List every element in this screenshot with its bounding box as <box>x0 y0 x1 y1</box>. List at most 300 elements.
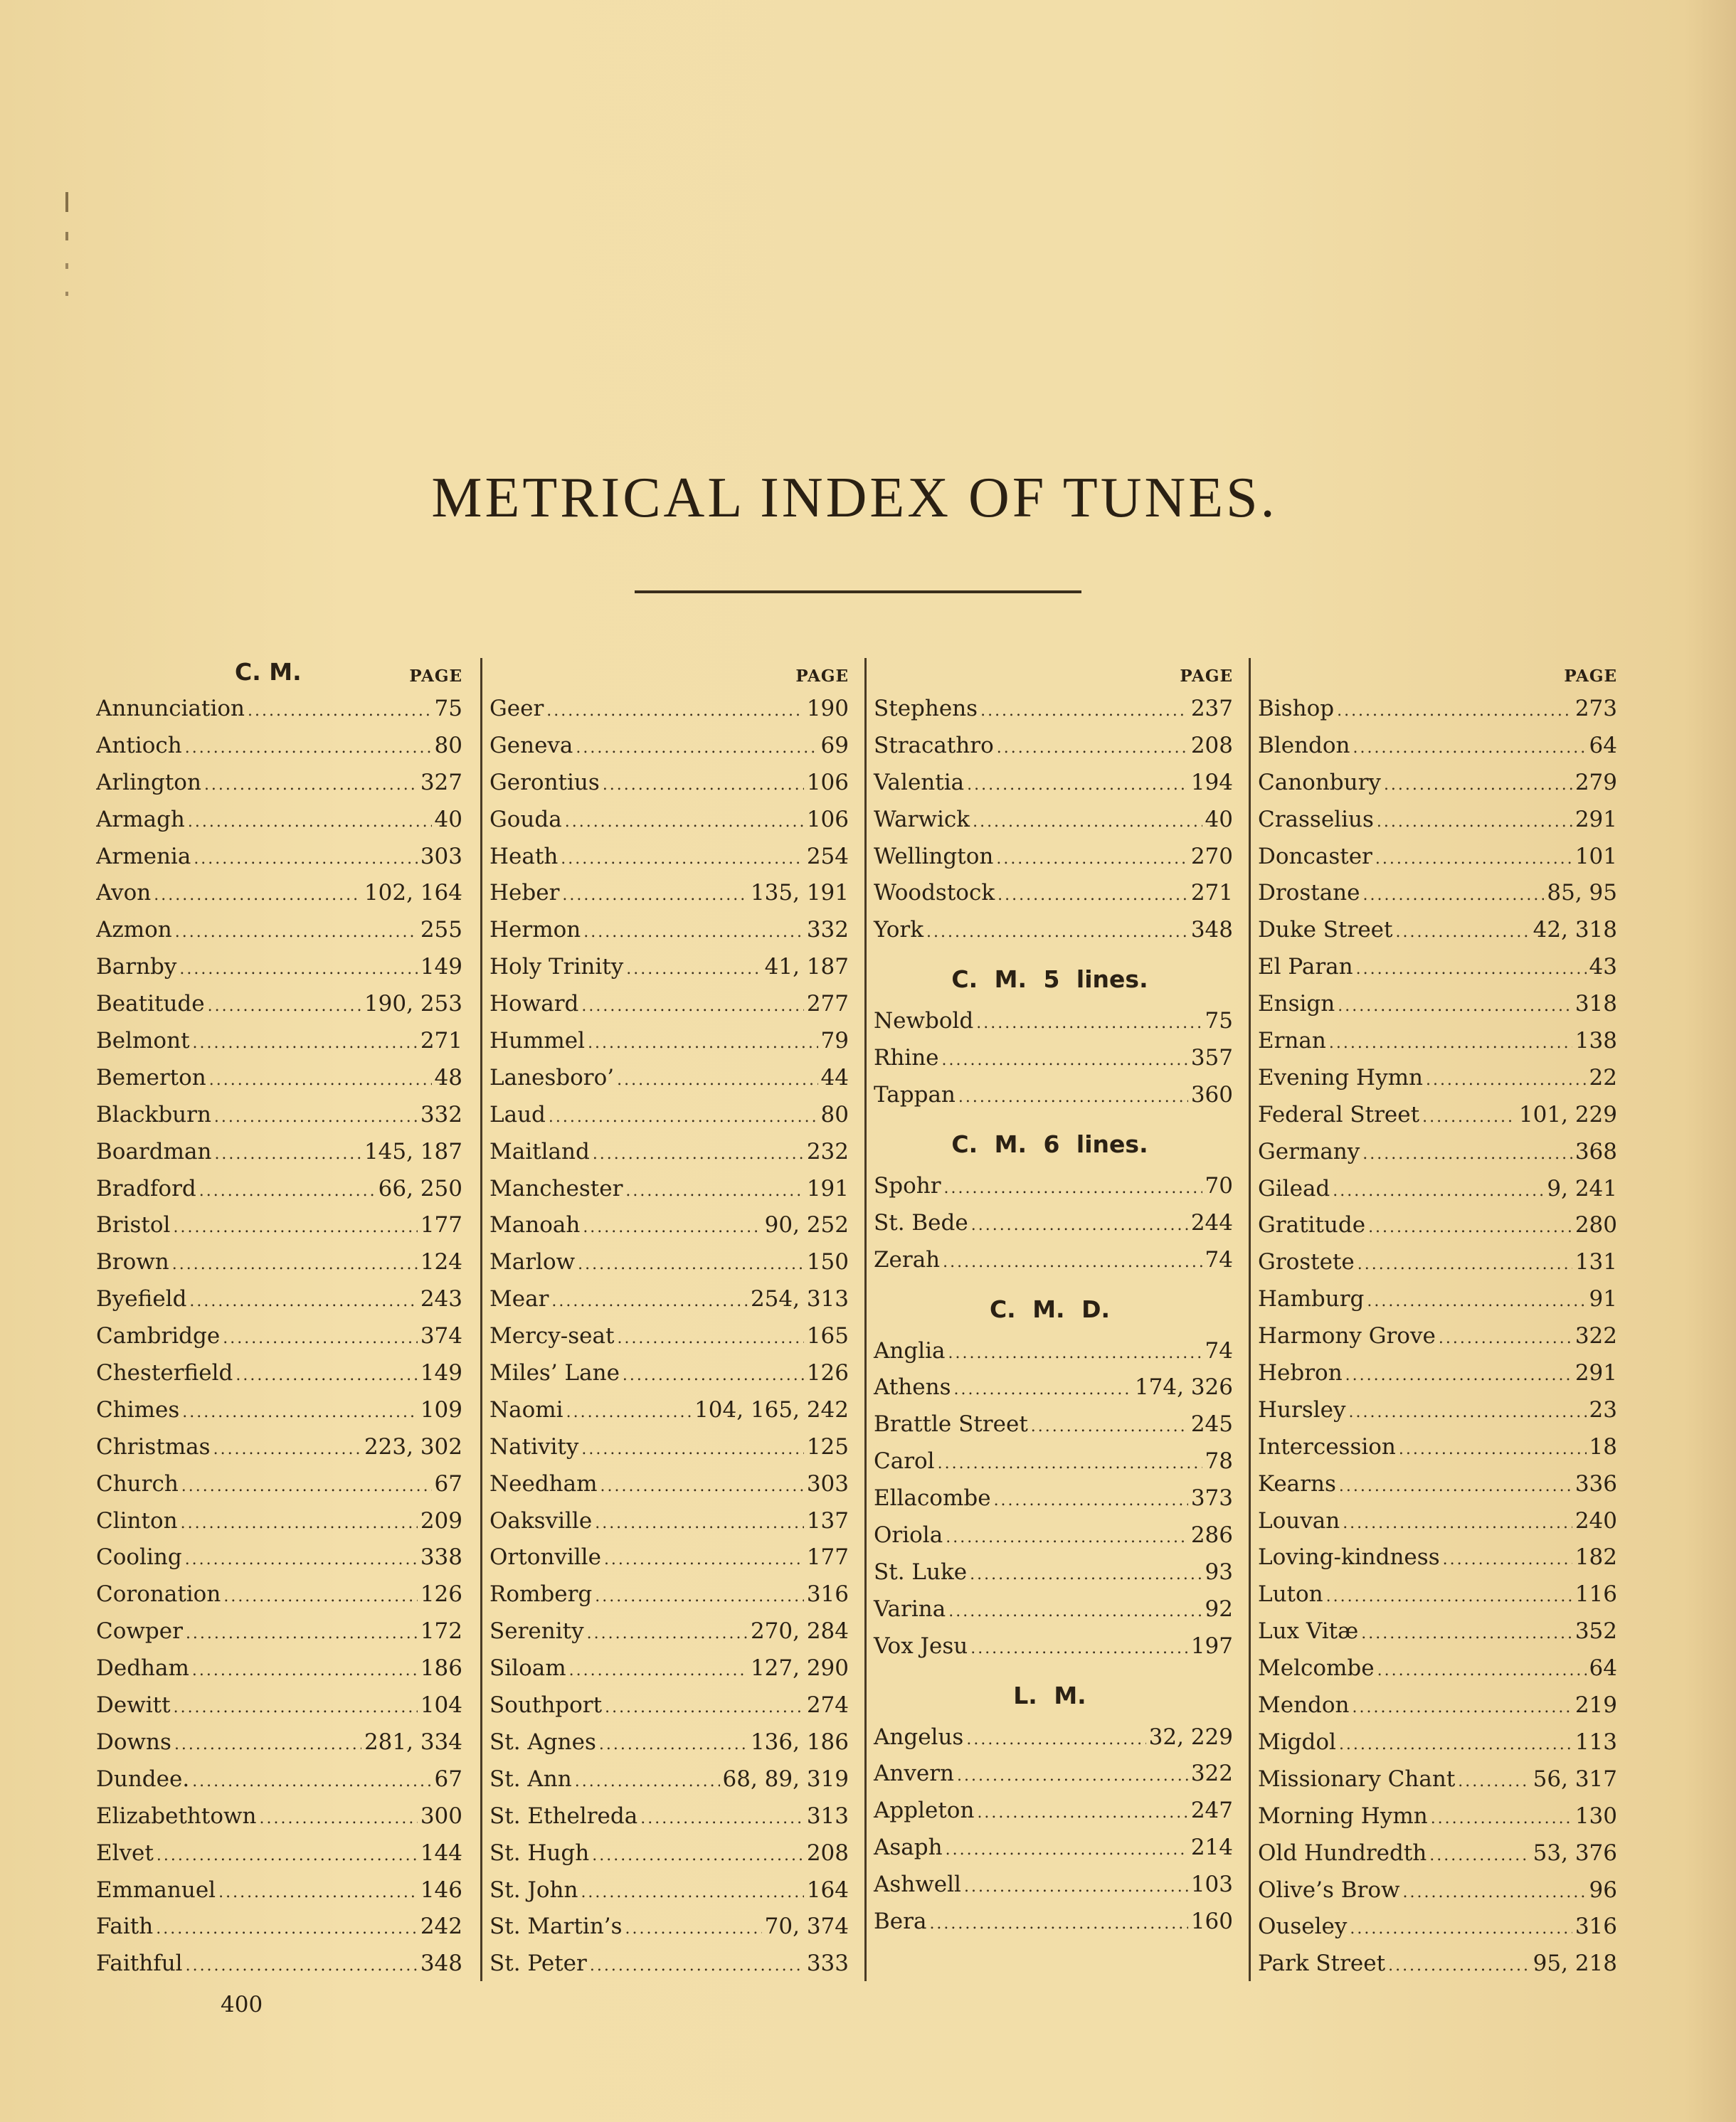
index-entry <box>96 691 462 728</box>
tune-name: Anvern <box>874 1761 954 1787</box>
tune-name: Howard <box>489 991 579 1017</box>
tune-name: Bishop <box>1258 696 1335 721</box>
page-numbers: 106 <box>806 806 849 832</box>
tune-name: Bemerton <box>96 1064 206 1091</box>
page-numbers: 270 <box>1190 843 1233 869</box>
index-entry <box>96 728 462 765</box>
page-numbers: 177 <box>420 1212 462 1238</box>
dot-leader <box>208 988 361 1023</box>
index-entry <box>96 1798 462 1835</box>
index-entry <box>482 1060 849 1097</box>
index-entry <box>96 802 462 839</box>
dot-leader <box>640 1800 804 1835</box>
tune-name: Asaph <box>874 1835 943 1861</box>
dot-leader <box>565 804 804 839</box>
index-entry <box>96 1724 462 1761</box>
tune-name: St. Luke <box>874 1559 968 1585</box>
page-numbers: 281, 334 <box>364 1729 462 1755</box>
page-numbers: 291 <box>1574 1360 1617 1386</box>
page-numbers: 360 <box>1190 1082 1233 1108</box>
page-numbers: 22 <box>1589 1064 1617 1091</box>
tune-name: Romberg <box>489 1581 593 1608</box>
page-numbers: 68, 89, 319 <box>722 1766 849 1792</box>
index-entry <box>1251 949 1617 986</box>
index-entry <box>482 1429 849 1466</box>
tune-name: Barnby <box>96 954 177 980</box>
page-numbers: 245 <box>1190 1411 1233 1438</box>
index-entry <box>96 1134 462 1171</box>
tune-name: Nativity <box>489 1433 579 1460</box>
page-numbers: 255 <box>420 917 462 943</box>
dot-leader <box>599 1726 748 1761</box>
dot-leader <box>1431 1800 1572 1835</box>
index-entry <box>96 1171 462 1208</box>
dot-leader <box>193 1025 418 1060</box>
tune-name: Serenity <box>489 1618 584 1645</box>
page-numbers: 137 <box>806 1507 849 1534</box>
dot-leader <box>214 1099 418 1134</box>
tune-name: Bera <box>874 1909 927 1935</box>
index-entry <box>482 1872 849 1909</box>
page-numbers: 336 <box>1574 1470 1617 1497</box>
page-numbers: 273 <box>1574 696 1617 721</box>
dot-leader <box>971 1207 1188 1242</box>
page-numbers: 373 <box>1190 1485 1233 1512</box>
page-numbers: 208 <box>806 1840 849 1866</box>
dot-leader <box>1395 914 1530 949</box>
page-numbers: 322 <box>1574 1323 1617 1349</box>
index-entry <box>1251 1392 1617 1429</box>
dot-leader <box>946 1832 1188 1867</box>
page-numbers: 74 <box>1205 1337 1233 1364</box>
index-entry <box>96 1244 462 1281</box>
index-entry <box>867 1628 1233 1665</box>
page-numbers: 43 <box>1589 954 1617 980</box>
tune-name: Olive’s Brow <box>1258 1877 1400 1903</box>
page-numbers: 333 <box>806 1951 849 1977</box>
page-column-label: PAGE <box>1564 667 1617 686</box>
dot-leader <box>1458 1763 1530 1798</box>
page-numbers: 270, 284 <box>750 1618 849 1645</box>
index-entry <box>482 1466 849 1503</box>
dot-leader <box>948 1335 1202 1370</box>
dot-leader <box>562 877 748 912</box>
dot-leader <box>260 1800 418 1835</box>
index-entry <box>482 1097 849 1134</box>
index-entry <box>867 1040 1233 1077</box>
margin-mark <box>65 192 68 334</box>
index-entry <box>96 1613 462 1650</box>
dot-leader <box>1339 1726 1572 1761</box>
page-numbers: 247 <box>1190 1798 1233 1824</box>
page-numbers: 74 <box>1205 1246 1233 1273</box>
index-entry <box>1251 1946 1617 1983</box>
page-numbers: 96 <box>1589 1877 1617 1903</box>
dot-leader <box>994 1482 1188 1517</box>
dot-leader <box>575 1763 720 1798</box>
page-numbers: 271 <box>1190 880 1233 906</box>
tune-name: Ernan <box>1258 1028 1326 1054</box>
index-entry <box>96 1023 462 1060</box>
index-entry <box>482 1244 849 1281</box>
tune-name: Intercession <box>1258 1433 1396 1460</box>
index-entry <box>867 1554 1233 1591</box>
dot-leader <box>1356 951 1587 986</box>
tune-name: Newbold <box>874 1008 974 1034</box>
tune-name: Heath <box>489 843 559 869</box>
tune-name: Ellacombe <box>874 1485 991 1512</box>
index-entry <box>482 1281 849 1318</box>
page-numbers: 332 <box>420 1101 462 1128</box>
tune-name: St. Agnes <box>489 1729 596 1755</box>
tune-name: Boardman <box>96 1138 212 1165</box>
index-entry <box>482 1909 849 1946</box>
index-entry <box>96 1909 462 1946</box>
page-numbers: 79 <box>820 1028 849 1054</box>
page-column-label: PAGE <box>409 667 462 686</box>
tune-name: Geneva <box>489 732 573 758</box>
meter-heading: C. M. 5 lines. <box>951 965 1148 994</box>
dot-leader <box>181 1468 432 1503</box>
page-numbers: 209 <box>420 1507 462 1534</box>
page-numbers: 318 <box>1574 991 1617 1017</box>
page-numbers: 160 <box>1190 1909 1233 1935</box>
page-numbers: 145, 187 <box>364 1138 462 1165</box>
meter-heading: C. M. 6 lines. <box>951 1130 1148 1158</box>
dot-leader <box>938 1445 1202 1480</box>
page-numbers: 165 <box>806 1323 849 1349</box>
tune-name: Evening Hymn <box>1258 1064 1423 1091</box>
tune-name: St. Bede <box>874 1209 968 1236</box>
index-entry <box>482 1503 849 1540</box>
dot-leader <box>617 1320 803 1355</box>
page-numbers: 75 <box>1205 1008 1233 1034</box>
tune-name: Missionary Chant <box>1258 1766 1456 1792</box>
tune-name: Southport <box>489 1692 603 1719</box>
page-numbers: 194 <box>1190 769 1233 795</box>
page-numbers: 64 <box>1589 732 1617 758</box>
dot-leader <box>583 1209 761 1244</box>
index-entry <box>867 1591 1233 1628</box>
tune-name: Clinton <box>96 1507 178 1534</box>
tune-name: Bristol <box>96 1212 171 1238</box>
index-entry <box>867 1406 1233 1443</box>
dot-leader <box>192 1763 431 1798</box>
dot-leader <box>1375 841 1572 876</box>
index-entry <box>482 1798 849 1835</box>
tune-name: Doncaster <box>1258 843 1372 869</box>
page-numbers: 23 <box>1589 1396 1617 1423</box>
dot-leader <box>172 1246 418 1281</box>
tune-name: Gilead <box>1258 1175 1330 1201</box>
tune-name: Avon <box>96 880 152 906</box>
index-entry <box>96 1650 462 1687</box>
tune-name: St. Martin’s <box>489 1914 623 1940</box>
tune-name: Marlow <box>489 1249 576 1275</box>
index-entry <box>1251 1355 1617 1392</box>
tune-name: Melcombe <box>1258 1655 1375 1682</box>
tune-name: Antioch <box>96 732 182 758</box>
index-entry <box>867 765 1233 802</box>
page-numbers: 190 <box>806 696 849 721</box>
tune-name: Park Street <box>1258 1951 1386 1977</box>
dot-leader <box>1367 1283 1586 1318</box>
page-numbers: 109 <box>420 1396 462 1423</box>
tune-name: Siloam <box>489 1655 566 1682</box>
tune-name: Athens <box>874 1374 951 1401</box>
column-header <box>482 658 849 691</box>
tune-name: Annunciation <box>96 696 245 721</box>
tune-name: Arlington <box>96 769 201 795</box>
index-entry <box>1251 1761 1617 1798</box>
dot-leader <box>189 1283 417 1318</box>
page-numbers: 271 <box>420 1028 462 1054</box>
index-entry <box>1251 1503 1617 1540</box>
dot-leader <box>199 1173 376 1208</box>
dot-leader <box>977 1795 1187 1830</box>
page-numbers: 101 <box>1574 843 1617 869</box>
tune-name: Laud <box>489 1101 546 1128</box>
dot-leader <box>1357 1246 1572 1281</box>
dot-leader <box>194 841 418 876</box>
dot-leader <box>593 1136 804 1171</box>
page-numbers: 138 <box>1574 1028 1617 1054</box>
dot-leader <box>625 1173 803 1208</box>
index-entry <box>96 1466 462 1503</box>
page-numbers: 70 <box>1205 1172 1233 1199</box>
index-entry <box>96 1060 462 1097</box>
dot-leader <box>964 1869 1188 1904</box>
dot-leader <box>214 1136 361 1171</box>
dot-leader <box>192 1652 418 1687</box>
page-numbers: 85, 95 <box>1547 880 1617 906</box>
page-number: 400 <box>221 1992 263 2017</box>
index-entry <box>867 1077 1233 1114</box>
dot-leader <box>1368 1209 1572 1244</box>
index-entry <box>867 691 1233 728</box>
meter-heading: C. M. <box>235 658 302 686</box>
dot-leader <box>617 1062 817 1097</box>
index-entry <box>482 1576 849 1613</box>
index-entry <box>96 875 462 912</box>
tune-name: Azmon <box>96 917 172 943</box>
dot-leader <box>1329 1025 1572 1060</box>
page-numbers: 174, 326 <box>1134 1374 1233 1401</box>
tune-name: Miles’ Lane <box>489 1360 620 1386</box>
tune-name: St. Peter <box>489 1951 587 1977</box>
dot-leader <box>213 1431 361 1466</box>
tune-name: Anglia <box>874 1337 946 1364</box>
page-numbers: 300 <box>420 1803 462 1829</box>
page-numbers: 338 <box>420 1544 462 1571</box>
page-numbers: 69 <box>820 732 849 758</box>
index-entry <box>867 1242 1233 1279</box>
index-entry <box>1251 1244 1617 1281</box>
dot-leader <box>623 1357 804 1392</box>
page-numbers: 126 <box>420 1581 462 1608</box>
dot-leader <box>223 1579 418 1613</box>
tune-name: Faithful <box>96 1951 183 1977</box>
tune-name: Crasselius <box>1258 806 1374 832</box>
tune-name: Needham <box>489 1470 598 1497</box>
tune-name: Blackburn <box>96 1101 211 1128</box>
index-entry <box>1251 875 1617 912</box>
tune-name: Woodstock <box>874 880 995 906</box>
meter-heading: L. M. <box>1013 1681 1086 1709</box>
page-numbers: 136, 186 <box>750 1729 849 1755</box>
dot-leader <box>1363 877 1545 912</box>
page-numbers: 144 <box>420 1840 462 1866</box>
page-numbers: 75 <box>434 696 462 721</box>
page-numbers: 254 <box>806 843 849 869</box>
tune-name: Armenia <box>96 843 191 869</box>
page-numbers: 316 <box>806 1581 849 1608</box>
tune-name: Valentia <box>874 769 965 795</box>
dot-leader <box>997 730 1188 765</box>
page-numbers: 243 <box>420 1286 462 1312</box>
dot-leader <box>569 1652 748 1687</box>
page-numbers: 66, 250 <box>378 1175 462 1201</box>
tune-name: Manchester <box>489 1175 623 1201</box>
page-numbers: 126 <box>806 1360 849 1386</box>
index-entry <box>867 1756 1233 1793</box>
tune-name: Drostane <box>1258 880 1360 906</box>
tune-name: Gratitude <box>1258 1212 1366 1238</box>
tune-name: Carol <box>874 1448 935 1475</box>
index-entry <box>1251 1872 1617 1909</box>
dot-leader <box>1326 1579 1572 1613</box>
dot-leader <box>1345 1357 1572 1392</box>
dot-leader <box>1337 693 1572 728</box>
index-entry <box>482 1318 849 1355</box>
index-entry <box>96 1946 462 1983</box>
dot-leader <box>248 693 432 728</box>
tune-name: Belmont <box>96 1028 190 1054</box>
index-entry <box>96 949 462 986</box>
index-entry <box>1251 1724 1617 1761</box>
tune-name: Hursley <box>1258 1396 1346 1423</box>
index-entry <box>482 1539 849 1576</box>
index-entry <box>96 1687 462 1724</box>
page-numbers: 44 <box>820 1064 849 1091</box>
tune-name: Stephens <box>874 696 978 721</box>
index-entry <box>482 728 849 765</box>
tune-name: St. Hugh <box>489 1840 590 1866</box>
page-numbers: 150 <box>806 1249 849 1275</box>
index-entry <box>867 1003 1233 1040</box>
tune-name: Vox Jesu <box>874 1633 968 1659</box>
page-numbers: 322 <box>1190 1761 1233 1787</box>
tune-name: Christmas <box>96 1433 211 1460</box>
index-entry <box>867 1205 1233 1242</box>
page-numbers: 9, 241 <box>1547 1175 1617 1201</box>
index-entry <box>867 1443 1233 1480</box>
tune-name: Lux Vitæ <box>1258 1618 1359 1645</box>
dot-leader <box>1422 1099 1516 1134</box>
dot-leader <box>181 1505 418 1540</box>
tune-name: Dundee. <box>96 1766 190 1792</box>
dot-leader <box>218 1874 418 1909</box>
index-entry <box>482 986 849 1023</box>
index-entry <box>867 1830 1233 1867</box>
index-entry <box>482 1355 849 1392</box>
index-entry <box>1251 1466 1617 1503</box>
tune-name: Harmony Grove <box>1258 1323 1436 1349</box>
dot-leader <box>1429 1837 1530 1872</box>
index-entry <box>867 839 1233 876</box>
page-numbers: 348 <box>1190 917 1233 943</box>
index-entry <box>482 875 849 912</box>
tune-name: Gerontius <box>489 769 600 795</box>
dot-leader <box>1361 1616 1572 1650</box>
page-numbers: 368 <box>1574 1138 1617 1165</box>
dot-leader <box>966 1722 1145 1756</box>
index-entry <box>867 1168 1233 1205</box>
tune-name: Manoah <box>489 1212 581 1238</box>
tune-name: Gouda <box>489 806 562 832</box>
dot-leader <box>1377 1652 1587 1687</box>
index-entry <box>96 1392 462 1429</box>
dot-leader <box>996 841 1188 876</box>
index-entry <box>867 1480 1233 1517</box>
page-numbers: 104 <box>420 1692 462 1719</box>
index-entry <box>1251 1613 1617 1650</box>
index-entry <box>482 1946 849 1983</box>
dot-leader <box>156 1911 418 1946</box>
dot-leader <box>954 1372 1132 1406</box>
dot-leader <box>970 1630 1188 1665</box>
dot-leader <box>1443 1542 1572 1576</box>
tune-name: Elvet <box>96 1840 154 1866</box>
tune-name: Old Hundredth <box>1258 1840 1427 1866</box>
dot-leader <box>209 1062 432 1097</box>
dot-leader <box>578 1246 804 1281</box>
dot-leader <box>590 1948 804 1983</box>
dot-leader <box>942 1042 1188 1077</box>
index-entry <box>96 1429 462 1466</box>
page-numbers: 104, 165, 242 <box>694 1396 849 1423</box>
index-entry <box>96 1318 462 1355</box>
tune-name: Cowper <box>96 1618 183 1645</box>
index-entry <box>867 1517 1233 1554</box>
page-numbers: 130 <box>1574 1803 1617 1829</box>
page-numbers: 303 <box>806 1470 849 1497</box>
tune-name: Ashwell <box>874 1872 961 1898</box>
page-numbers: 124 <box>420 1249 462 1275</box>
page-column-label: PAGE <box>795 667 849 686</box>
dot-leader <box>188 804 432 839</box>
dot-leader <box>186 1948 418 1983</box>
page-numbers: 102, 164 <box>364 880 462 906</box>
page-numbers: 237 <box>1190 696 1233 721</box>
index-entry <box>867 728 1233 765</box>
index-entry <box>867 912 1233 949</box>
tune-name: Luton <box>1258 1581 1323 1608</box>
tune-name: Mendon <box>1258 1692 1350 1719</box>
dot-leader <box>1426 1062 1587 1097</box>
dot-leader <box>592 1837 804 1872</box>
page-numbers: 172 <box>420 1618 462 1645</box>
index-entry <box>867 1333 1233 1370</box>
page-numbers: 116 <box>1574 1581 1617 1608</box>
tune-name: Downs <box>96 1729 171 1755</box>
index-entry <box>1251 1097 1617 1134</box>
tune-name: Armagh <box>96 806 185 832</box>
page-numbers: 106 <box>806 769 849 795</box>
dot-leader <box>1353 730 1586 765</box>
index-entry <box>96 1281 462 1318</box>
page-numbers: 103 <box>1190 1872 1233 1898</box>
